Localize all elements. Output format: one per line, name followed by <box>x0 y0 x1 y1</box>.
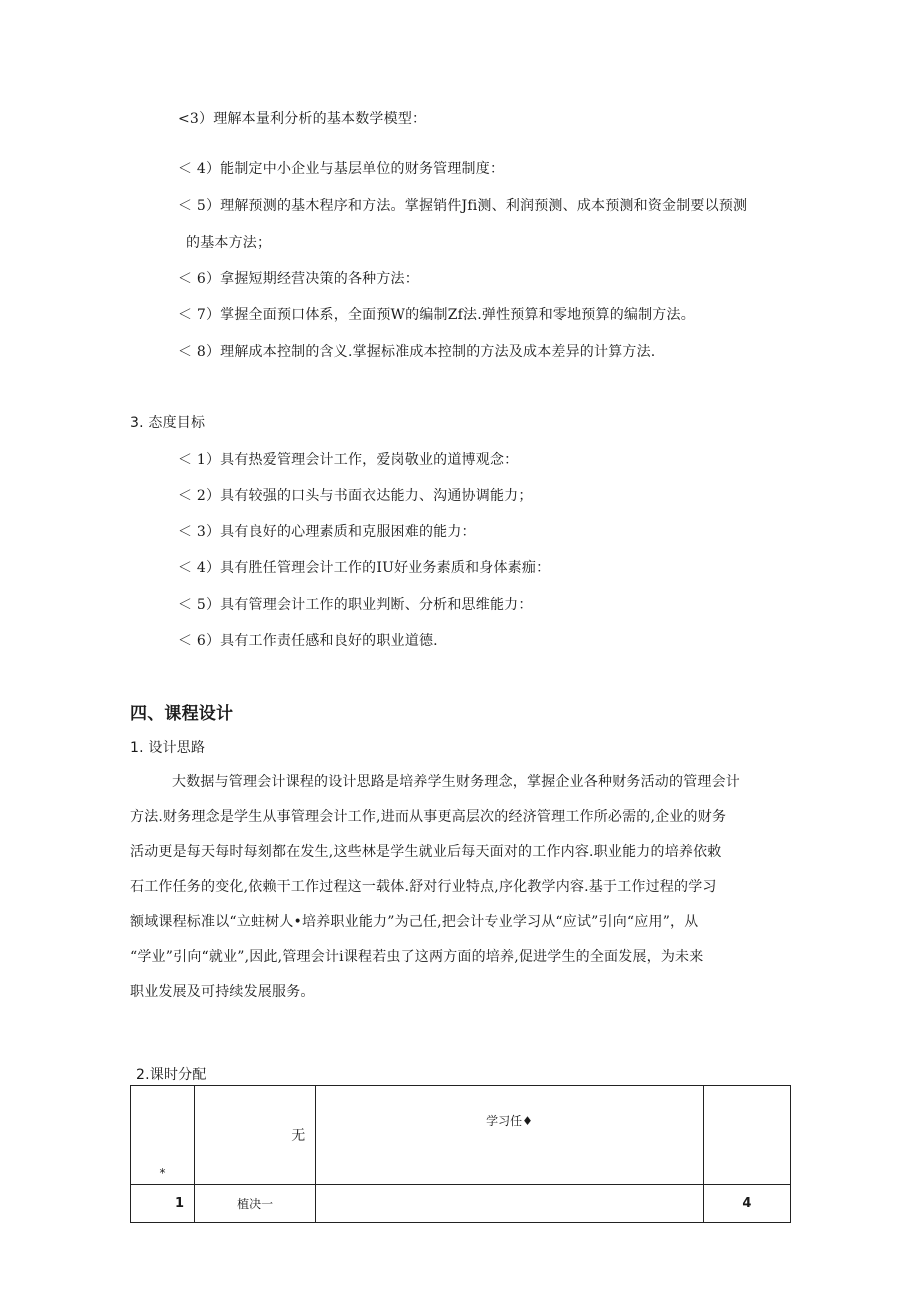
paragraph-line: 石工作任务的变化,依赖干工作过程这一载体.舒对行业特点,序化教学内容.基于工作过程的学习 <box>130 879 717 895</box>
row-hours-text: 4 <box>742 1196 752 1211</box>
attitude-item: ＜ 4）具有胜任管理会计工作的IU好业务素质和身体素痂： <box>178 560 551 576</box>
attitude-item: ＜ 6）具有工作责任感和良好的职业道德. <box>178 633 438 649</box>
goal-item: ＜ 6）拿握短期经营决策的各种方法： <box>178 271 419 287</box>
attitude-heading: 3. 态度目标 <box>130 415 206 431</box>
row-index-cell <box>131 1185 195 1223</box>
attitude-item: ＜ 5）具有管理会计工作的职业判断、分析和思维能力： <box>178 597 533 613</box>
table-header-row <box>131 1086 791 1185</box>
header-index-text: * <box>159 1166 166 1180</box>
goal-item: ＜ 8）理解成本控制的含义.掌握标准成本控制的方法及成本差异的计算方法. <box>178 344 656 360</box>
header-hours-cell <box>703 1086 790 1185</box>
row-hours-cell <box>703 1185 790 1223</box>
table-row <box>131 1185 791 1223</box>
goal-item: <3）理解本量利分析的基本数学模型： <box>178 111 427 127</box>
header-index-cell <box>131 1086 195 1185</box>
header-task-cell <box>316 1086 704 1185</box>
paragraph-line: 职业发展及可持续发展服务。 <box>130 984 315 1000</box>
goal-item: ＜ 7）掌握全面预口体系，全面预W的编制Zf法.弹性预算和零地预算的编制方法。 <box>178 307 695 323</box>
hours-table <box>130 1085 791 1223</box>
goal-item-continuation: 的基本方法； <box>186 235 272 251</box>
header-task-text: 学习任♦ <box>486 1114 533 1128</box>
header-module-text: 无 <box>291 1128 306 1144</box>
attitude-item: ＜ 2）具有较强的口头与书面衣达能力、沟通协调能力； <box>178 488 533 504</box>
row-index-text: 1 <box>175 1196 185 1211</box>
attitude-item: ＜ 1）具有热爱管理会计工作，爱岗敬业的道博观念： <box>178 452 519 468</box>
goal-item: ＜ 4）能制定中小企业与基层单位的财务管理制度： <box>178 161 505 177</box>
header-module-cell <box>195 1086 316 1185</box>
design-heading: 1. 设计思路 <box>130 740 206 756</box>
paragraph-line: 方法.财务理念是学生从事管理会计工作,进而从事更高层次的经济管理工作所必需的,企业的财务 <box>130 809 727 825</box>
section-title: 四、课程设计 <box>130 704 234 724</box>
goal-item: ＜ 5）理解预测的基木程序和方法。掌握销件Jfi测、利润预测、成本预测和资金制要以预测 <box>178 198 748 214</box>
row-module-cell <box>195 1185 316 1223</box>
row-module-text: 植决一 <box>237 1197 274 1211</box>
hours-heading: 2.课时分配 <box>136 1067 207 1083</box>
attitude-item: ＜ 3）具有良好的心理素质和克服困难的能力： <box>178 524 476 540</box>
paragraph-line: 额域课程标准以“立蛀树人•培养职业能力”为己任,把会计专业学习从“应试”引向“应用”，从 <box>130 914 699 930</box>
paragraph-line: “学业”引向“就业”,因此,管理会计i课程若虫了这两方面的培养,促进学生的全面发展，为未来 <box>130 949 704 965</box>
row-task-cell <box>316 1185 704 1223</box>
paragraph-line: 大数据与管理会计课程的设计思路是培养学生财务理念，掌握企业各种财务活动的管理会计 <box>172 774 740 790</box>
paragraph-line: 活动更是每天每时每刻都在发生,这些林是学生就业后每天面对的工作内容.职业能力的培养依敕 <box>130 844 722 860</box>
